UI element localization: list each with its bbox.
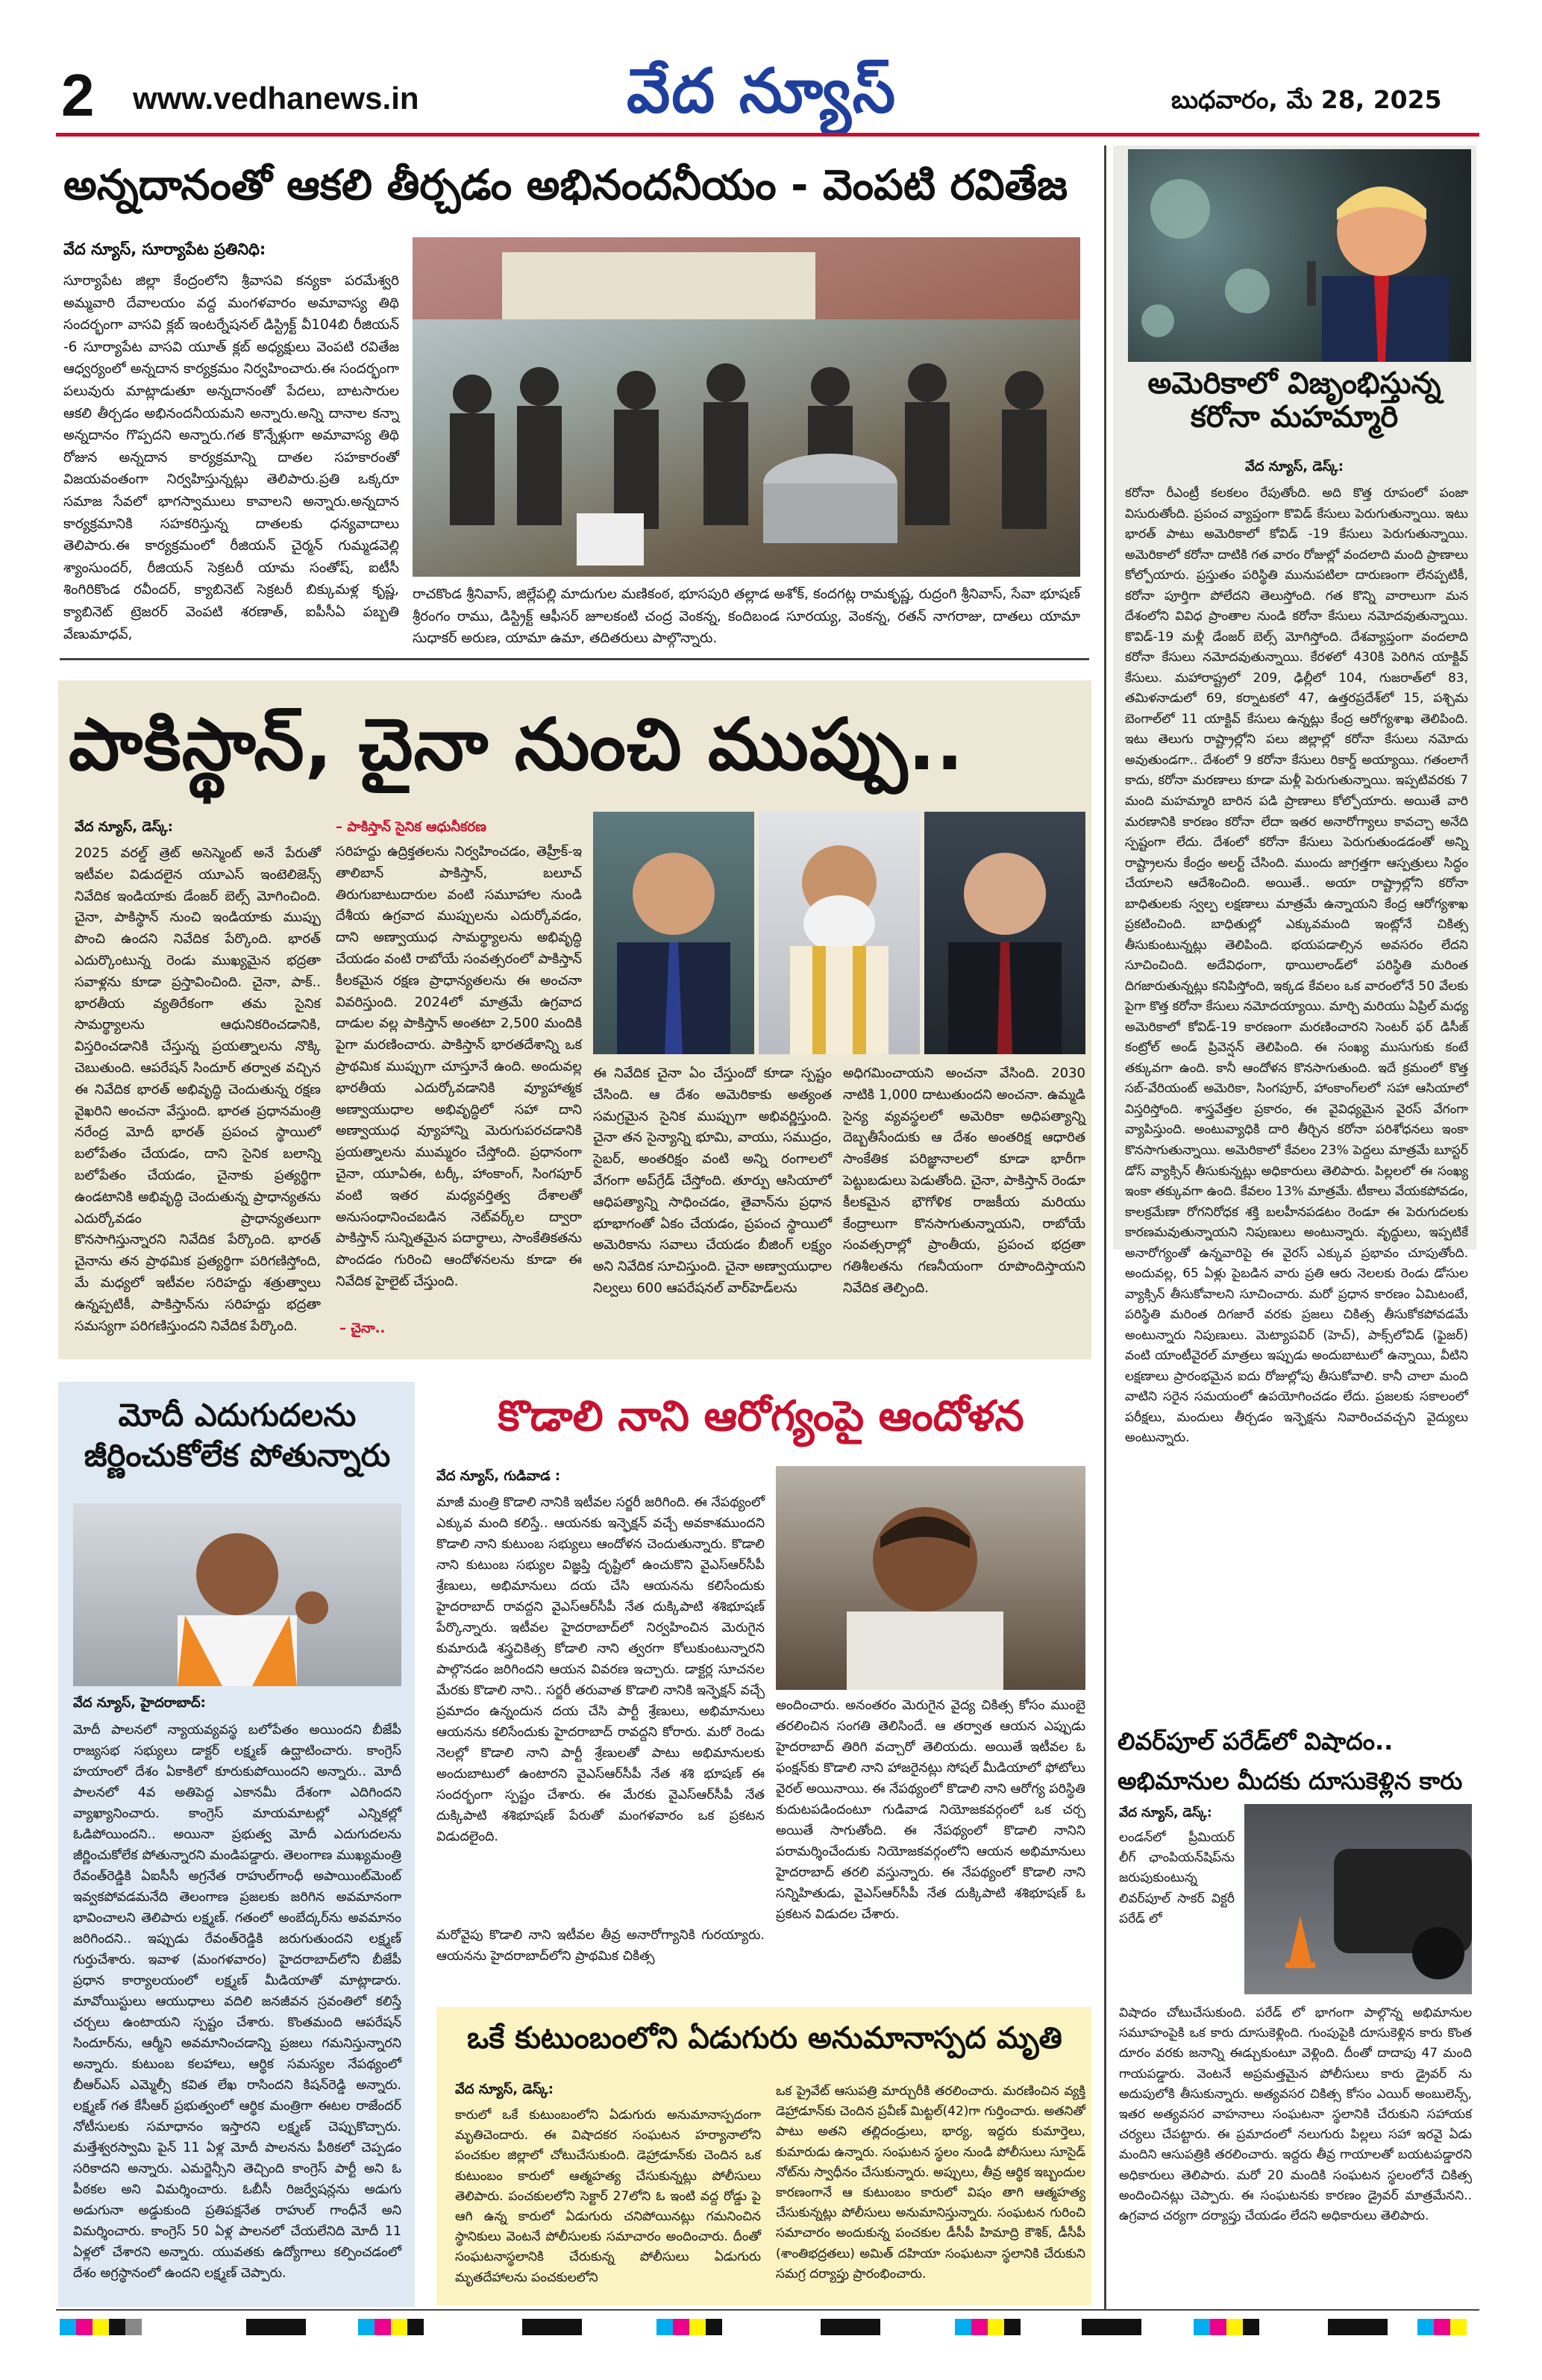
speaker-photo-icon [73, 1503, 401, 1686]
liverpool-body: విషాదం చోటుచేసుకుంది. పరేడ్ లో భాగంగా పాల్గొన్న అభిమానుల సమూహంపైకి ఒక కారు దూసుకెళ్లింది. గుంపుపైకి దూసుకెళ్లిన కారు కొంత దూరం వరకు జనాన్ని ఈడ్చుకుంటూ వెళ్లింది. దీంతో దాదాపు 47 మంది గాయపడ్డారు. వెంటనే అప్రమత్తమైన పోలీసులు కారు డ్రైవర్ ను అదుపులోకి తీసుకున్నారు. అత్యవసర చికిత్స కోసం ఎయిర్ అంబులెన్స్, ఇతర అత్యవసర వాహనాలు సంఘటనా స్థలానికి చేరుకుని సహాయక చర్యలు చేపట్టారు. ఈ ప్రమాదంలో నలుగురు పిల్లలు సహా ఇరవై ఏడు మందిని ఆసుపత్రికి తరలించారు. ఇద్దరు తీవ్ర గాయాలతో బయటపడ్డారని అధికారులు తెలిపారు. మరో 20 మందికి సంఘటన స్థలంలోనే చికిత్స అందించినట్లు చెప్పారు. ఈ సంఘటనకు కారణం డ్రైవర్ మాత్రమేనని.. ఉగ్రవాద చర్యగా దర్యాప్తు చేయడం లేదని అధికారులు తెలిపారు. [1119, 2005, 1472, 2223]
issue-date: బుధవారం, మే 28, 2025 [1171, 85, 1442, 114]
modi-headline: మోదీ ఎదుగుదలను జీర్ణించుకోలేక పోతున్నారు [84, 1397, 391, 1474]
modi-byline: వేద న్యూస్, హైదరాబాద్: [73, 1695, 206, 1711]
column-divider [1104, 145, 1106, 2309]
person-icon [926, 812, 1084, 1054]
corona-byline: వేద న్యూస్, డెస్క్: [1245, 459, 1344, 475]
leader-photo-2 [759, 812, 920, 1054]
annadanam-body: సూర్యాపేట జిల్లా కేంద్రంలోని శ్రీవాసవి కన్యకా పరమేశ్వరి అమ్మవారి దేవాలయం వద్ద మంగళవారం అమావాస్య తిథి సందర్భంగా వాసవి క్లబ్ ఇంటర్నేషనల్ డిస్ట్రిక్ట్ వీ104బి రీజియన్ -6 సూర్యాపేట వాసవి యూత్ క్లబ్ అధ్యక్షులు వెంపటి రవితేజ ఆధ్వర్యంలో అన్నదాన కార్యక్రమం నిర్వహించారు.ఈ సందర్భంగా పలువురు మాట్లాడుతూ అన్నదానంతో పేదలు, బాటసారుల ఆకలి తీర్చడం అభినందనీయమని అన్నారు.అన్ని దానాల కన్నా అన్నదానం గొప్పదని అన్నారు.గత కొన్నేళ్లుగా అమావాస్య తిథి రోజున అన్నదాన కార్యక్రమాన్ని దాతల సహకారంతో విజయవంతంగా నిర్వహిస్తున్నట్లు తెలిపారు.ప్రతి ఒక్కరూ సమాజ సేవలో భాగస్వాములు కావాలని అన్నారు.అన్నదాన కార్యక్రమానికి సహకరిస్తున్న దాతలకు ధన్యవాదాలు తెలిపారు.ఈ కార్యక్రమంలో రీజియన్ చైర్మన్ గుమ్మడవెల్లి శ్యాంసుందర్, రీజియన్ సెక్రటరీ యామ సంతోష్, ఐటీసీ శింగిరికొండ రవీందర్, క్యాబినెట్ సెక్రటరీ బిక్కుమళ్ల కృష్ణ, క్యాబినెట్ ట్రెజరర్ వెంపటి శరణాత్, ఐపీసీఏ పబ్బతి వేణుమాధవ్, [63, 273, 399, 642]
corona-headline: అమెరికాలో విజృంభిస్తున్న కరోనా మహమ్మారి [1147, 366, 1441, 434]
family-headline: ఒకే కుటుంబంలోని ఏడుగురు అనుమానాస్పద మృతి [467, 2021, 1062, 2055]
kodali-byline: వేద న్యూస్, గుడివాడ : [436, 1468, 561, 1484]
footer-rule [56, 2309, 1479, 2311]
masthead-logo: వేద న్యూస్ [627, 56, 897, 127]
family-col2: ఒక ప్రైవేట్ ఆసుపత్రి మార్చురీకి తరలించారు. మరణించిన వ్యక్తి డెహ్రాడూన్‌కు చెందిన ప్రవీణ్ మిట్టల్(42)గా గుర్తించారు. అతనితో పాటు అతని తల్లిదండ్రులు, భార్య, ఇద్దరు కుమార్తెలు, కుమారుడు ఉన్నారు. సంఘటన స్థలం నుండి పోలీసులు సూసైడ్ నోట్‌ను స్వాధీనం చేసుకున్నారు. అప్పులు, తీవ్ర ఆర్థిక ఇబ్బందుల కారణంగానే ఆ కుటుంబం కారులో విషం తాగి ఆత్మహత్య చేసుకున్నట్లు పోలీసులు అనుమానిస్తున్నారు. సంఘటన గురించి సమాచారం అందుకున్న పంచకుల డీసీపీ హిమాద్రి కౌశిక్, డీసీపీ (శాంతిభద్రతలు) అమిత్ దహియా సంఘటనా స్థలానికి చేరుకుని సమగ్ర దర్యాప్తు ప్రారంభించారు. [776, 2084, 1085, 2282]
pakistan-col2-end: – చైనా.. [339, 1321, 386, 1336]
person-photo-icon [776, 1466, 1085, 1690]
corona-photo [1128, 149, 1471, 362]
website-url[interactable]: www.vedhanews.in [133, 81, 419, 116]
family-byline: వేద న్యూస్, డెస్క్: [455, 2082, 554, 2097]
person-icon [595, 812, 753, 1054]
person-icon [760, 812, 918, 1054]
page-number: 2 [61, 62, 95, 128]
damaged-car-photo-icon [1244, 1804, 1472, 1994]
leader-photo-3 [924, 812, 1085, 1054]
annadanam-byline: వేద న్యూస్, సూర్యాపేట ప్రతినిధి: [63, 240, 266, 258]
kodali-body-2: మరోవైపు కొడాలి నాని ఇటీవల తీవ్ర అనారోగ్యానికి గురయ్యారు. ఆయనను హైదరాబాద్‌లోని ప్రాథమిక చికిత్స [436, 1928, 765, 1964]
liverpool-body-side: లండన్‌లో ప్రీమియర్ లీగ్ ఛాంపియన్‌షిప్‌ను జరుపుకుంటున్న లివర్‌పూల్ సాకర్ విక్టరీ పరేడ్ లో [1119, 1830, 1235, 1926]
pakistan-col1: 2025 వరల్డ్ త్రెట్ అసెస్మెంట్ అనే పేరుతో ఇటీవల విడుదలైన యూఎస్ ఇంటెలిజెన్స్ నివేదిక ఇండియాకు డేంజర్ బెల్స్ మోగించింది. చైనా, పాకిస్థాన్ నుంచి ఇండియాకు ముప్పు పొంచి ఉందని నివేదిక పేర్కొంది. భారత్ ఎదుర్కొంటున్న రెండు ముఖ్యమైన భద్రతా సవాళ్లను కూడా ప్రస్తావించింది. చైనా, పాక్.. భారతీయ వ్యతిరేకంగా తమ సైనిక సామర్థ్యాలను ఆధునికరించడానికి, విస్తరించడానికి చేస్తున్న ప్రయత్నాలను నొక్కి చెబుతుంది. ఆపరేషన్ సిందూర్ తర్వాత వచ్చిన ఈ నివేదిక భారత్ అభివృద్ధి చెందుతున్న రక్షణ వైఖరిని అంచనా వేస్తుంది. భారత ప్రధానమంత్రి నరేంద్ర మోదీ భారత్ ప్రపంచ స్థాయిలో బలోపేతం చేయడం, దాని సైనిక బలాన్ని బలోపేతం చేయడం, చైనాకు ప్రత్యర్థిగా ఉండటానికి అభివృద్ధి చెందుతున్న ప్రాధాన్యతను ఎదుర్కోవడం ప్రాధాన్యతలుగా కొనసాగిస్తున్నారని నివేదిక పేర్కొంది. భారత్ చైనాను తన ప్రాథమిక ప్రత్యర్థిగా పరిగణిస్తోంది, మే మధ్యలో ఇటీవల సరిహద్దు శత్రుత్వాలు ఉన్నప్పటికీ, పాకిస్తాన్‌ను సరిహద్దు భద్రతా సమస్యగా పరిగణిస్తుందని నివేదిక పేర్కొంది. [75, 845, 321, 1334]
annadanam-caption: రాచకొండ శ్రీనివాస్, జిల్లేపల్లి మాదుగుల మణికంఠ, భూసపురి తల్లాడ అశోక్, కందగట్ల రామకృష్ణ, రుద్రంగి శ్రీనివాస్, సేవా భూషణ్ శ్రీరంగం రాము, డిస్ట్రిక్ట్ ఆఫీసర్ జూలకంటి చంద్ర వెంకన్న, కందిబండ సూరయ్య, వెంకన్న, రతన్ నాగరాజు, దాతలు యామా సుధాకర్ అరుణ, యామా ఉమా, తదితరులు పాల్గొన్నారు. [413, 586, 1080, 647]
corona-body: కరోనా రీఎంట్రీ కలకలం రేపుతోంది. అది కొత్త రూపంలో పంజా విసురుతోంది. ప్రపంచ వ్యాప్తంగా కొవిడ్ కేసులు పెరుగుతున్నాయి. ఇటు భారత్ పాటు అమెరికాలో కోవిడ్ -19 కేసులు పెరుగుతున్నాయి. అమెరికాలో కరోనా దాటికి గత వారం రోజుల్లో వందలాది మంది ప్రాణాలు కోల్పోయారు. ప్రస్తుతం పరిస్థితి మునుపటిలా దారుణంగా లేనప్పటికీ, కరోనా పూర్తిగా పోలేదని తెలుస్తోంది. గత కొన్ని వారాలుగా మన దేశంలోని వివిధ ప్రాంతాల నుండి కరోనా కేసులు నమోదవుతున్నాయి. కొవిడ్-19 మళ్లీ డేంజర్ బెల్స్ మోగిస్తోంది. దేశవ్యాప్తంగా వందలాది కరోనా కేసులు నమోదవుతున్నాయి. కేరళలో 430కి పెరిగిన యాక్టివ్ కేసులు. మహారాష్ట్రలో 209, ఢిల్లీలో 104, గుజరాత్‌లో 83, తమిళనాడులో 69, కర్నాటకలో 47, ఉత్తరప్రదేశ్‌లో 15, పశ్చిమ బెంగాల్‌లో 11 యాక్టివ్ కేసులు ఉన్నట్లు కేంద్ర ఆరోగ్యశాఖ తెలిపింది. ఇటు తెలుగు రాష్ట్రాల్లోని పలు జిల్లాల్లో కరోనా కేసులు నమోదు అవుతుండగా.. దేశంలో 9 కరోనా కేసులు రికార్డ్ అయ్యాయి. గతంలాగే కాదు, కరోనా మరణాలు కూడా మళ్లీ పెరుగుతున్నాయి. ఇప్పటివరకు 7 మంది మహమ్మారి బారిన పడి ప్రాణాలు కోల్పోయారు. అయితే వారి మరణానికి కారణం కరోనా లేదా ఇతర అనారోగ్యాలు కావచ్చా అనేది స్పష్టంగా లేదు. దేశంలో కరోనా కేసులు పెరుగుతుండడంతో అన్ని రాష్ట్రాలను కేంద్రం అలర్ట్ చేసింది. ముందు జాగ్రత్తగా ఆస్పత్రులు సిద్ధం చేయాలని ఆదేశించింది. అయితే.. అయా రాష్ట్రాల్లోని కరోనా బాధితులకు స్వల్ప లక్షణాలు మాత్రమే ఉన్నాయని కేంద్ర ఆరోగ్యశాఖ ప్రకటించింది. బాధితుల్లో ఎక్కువమంది ఇంట్లోనే చికిత్స తీసుకుంటున్నట్లు తెలిపింది. భయపడాల్సిన అవసరం లేదని సూచించింది. అదేవిధంగా, థాయిలాండ్‌లో పరిస్థితి మరింత దిగజారుతున్నట్లు కనిపిస్తోంది, ఇక్కడ కేవలం ఒక వారంలోనే 50 వేలకు పైగా కొత్త కరోనా కేసులు నమోదయ్యాయి. మార్చి మరియు ఏప్రిల్ మధ్య అమెరికాలో కోవిడ్-19 కారణంగా మరణించారని సెంటర్ ఫర్ డిసీజ్ కంట్రోల్ అండ్ ప్రివెన్షన్ తెలిపింది. ఈ సంఖ్య ముసుగుకు కంటే తక్కువగా ఉంది. కానీ ఆందోళన కొనసాగుతుంది. ఇదే క్రమంలో కొత్త సబ్-వేరియంట్ అమెరికా, సింగపూర్, హాంకాంగ్‌లలో సహా ఆసియాలో విస్తరిస్తోంది. శాస్త్రవేత్తల ప్రకారం, ఈ వైవిధ్యమైన వైరస్ వేగంగా వ్యాపిస్తుంది. అంటువ్యాధికి దారి తీర్చిన కరోనా పరిశోధనలు ఇంకా కొనసాగుతున్నాయి. అమెరికాలో కేవలం 23% పెద్దలు మాత్రమే బూస్టర్ డోస్ వ్యాక్సిన్ తీసుకున్నట్లు అధికారులు తెలిపారు. పిల్లలలో ఈ సంఖ్య ఇంకా తక్కువగా ఉంది. కేవలం 13% మాత్రమే. టీకాలు వేయకపోవడం, కాలక్రమేణా రోగనిరోధక శక్తి బలహీనపడటం రెండూ ఈ పెరుగుదలకు కారణమవుతున్నాయని నిపుణులు అంటున్నారు. వృద్ధులు, ఇప్పటికే అనారోగ్యంతో ఉన్నవారిపై ఈ వైరస్ ఎక్కువ ప్రభావం చూపుతోంది. అందువల్ల, 65 ఏళ్లు పైబడిన వారు ప్రతి ఆరు నెలలకు రెండు డోసుల వ్యాక్సిన్ తీసుకోవాలని సూచించారు. మరో ప్రధాన కారణం ఏమిటంటే, పరిస్థితి మరింత దిగజారే వరకు ప్రజలు చికిత్స తీసుకోకపోవడమే అంటున్నారు నిపుణులు. మెట్యాపవిర్ (హెచ్), పాక్స్‌లోవిడ్ (ఫైజర్) వంటి యాంటీవైరల్ మాత్రలు ఇప్పుడు అందుబాటులో ఉన్నాయి, వీటిని లక్షణాలు ప్రారంభమైన ఐదు రోజుల్లోపు తీసుకోవాలి. కానీ చాలా మంది వాటిని సరైన సమయంలో ఉపయోగించడం లేదు. ప్రజలకు సకాలంలో పరీక్షలు, మందులు తీర్చడం ఇన్ఫెక్షను నివారించవచ్చని వైద్యులు అంటున్నారు. [1125, 486, 1468, 1446]
kodali-body: మాజీ మంత్రి కొడాలి నానికి ఇటీవల సర్జరీ జరిగింది. ఈ నేపథ్యంలో ఎక్కువ మంది కలిస్తే.. ఆయనకు ఇన్ఫెక్షన్ వచ్చే అవకాశముందని కొడాలి నాని కుటుంబ సభ్యులు ఆందోళన చెందుతున్నారు. కొడాలి నాని కుటుంబ సభ్యుల విజ్ఞప్తి దృష్టిలో ఉంచుకొని వైఎస్ఆర్‌సీపీ శ్రేణులు, అభిమానులు దయ చేసి ఆయనను కలిసేందుకు హైదరాబాద్ రావద్దని వైఎస్ఆర్‌సీపీ నేత దుక్కిపాటి శశిభూషణ్ పేర్కొన్నారు. ఇటీవల హైదరాబాద్‌లో నిర్వహించిన మెరుగైన కుమారుడి శస్త్రచికిత్స కోడాలి నాని త్వరగా కోలుకుంటున్నారని పాల్గొనడం జరిగిందని ఆయన వివరణ ఇచ్చారు. డాక్టర్ల సూచనల మేరకు కొడాలి నాని.. సర్జరీ తరువాత కొడాలి నానికి ఇన్ఫెక్షన్ వచ్చే ప్రమాదం ఉన్నందున దయ చేసి పార్టీ శ్రేణులు, అభిమానులు ఆయనను కలిసేందుకు హైదరాబాద్ రావద్దని కోరారు. మరో రెండు నెలల్లో కొడాలి నాని పార్టీ శ్రేణులతో పాటు అభిమానులకు అందుబాటులో ఉంటారని వైఎస్ఆర్‌సీపీ నేత శశి భూషణ్ ఈ సందర్భంగా స్పష్టం చేశారు. ఈ మేరకు వైఎస్ఆర్‌సీపీ నేత దుక్కిపాటి శశిభూషణ్ పేరుతో మంగళవారం ఒక ప్రకటన విడుదలైంది. [436, 1495, 765, 1844]
header-rule [56, 133, 1479, 137]
kodali-headline: కొడాలి నాని ఆరోగ్యంపై ఆందోళన [498, 1392, 1024, 1441]
virus-and-speaker-photo-icon [1128, 149, 1471, 362]
kodali-body-3: అందించారు. అనంతరం మెరుగైన వైద్య చికిత్స కోసం ముంబై తరలించిన సంగతి తెలిసిందే. ఆ తర్వాత ఆయన ఎప్పుడు హైదరాబాద్ తిరిగి వచ్చారో తెలియదు. అయితే ఇటీవల ఓ ఫంక్షన్‌కు కొడాలి నాని హాజరైనట్లు సోషల్ మీడియాలో ఫోటోలు వైరల్ అయినాయి. ఈ నేపథ్యంలో కొడాలి నాని ఆరోగ్య పరిస్థితి కుదుటపడిందంటూ గుడివాడ నియోజకవర్గంలో ఒక చర్చ అయితే సాగుతోంది. ఈ నేపథ్యంలో కొడాలి నానిని పరామర్శించేందుకు నియోజకవర్గంలోని ఆయన అభిమానులు హైదరాబాద్ తరలి వస్తున్నారు. ఈ నేపథ్యంలో కొడాలి నాని సన్నిహితుడు, వైఎస్ఆర్‌సీపీ నేత దుక్కిపాటి శశిభూషణ్ ఓ ప్రకటన విడుదల చేశారు. [776, 1698, 1085, 1922]
leader-photo-1 [593, 812, 754, 1054]
liverpool-byline: వేద న్యూస్, డెస్క్: [1119, 1806, 1212, 1820]
divider [60, 658, 1089, 660]
pakistan-col2: సరిహద్దు ఉద్రిక్తతలను నిర్వహించడం, తెహ్రీక్-ఇ తాలిబాన్ పాకిస్తాన్, బలూచ్ తిరుగుబాటుదారుల వంటి సమూహాల నుండి దేశీయ ఉగ్రవాద ముప్పులను ఎదుర్కోవడం, దాని అణ్వాయుధ సామర్థ్యాలను అభివృద్ధి చేయడం వంటి రాబోయే సంవత్సరంలో పాకిస్తాన్ కీలకమైన రక్షణ ప్రాధాన్యతలను ఈ అంచనా వివరిస్తుంది. 2024లో మాత్రమే ఉగ్రవాద దాడుల వల్ల పాకిస్తాన్ అంతటా 2,500 మందికి పైగా మరణించారు. పాకిస్తాన్ భారతదేశాన్ని ఒక ప్రాథమిక ముప్పుగా చూస్తూనే ఉంది. అందువల్ల భారతీయ ఎదుర్కోవడానికి వ్యూహాత్మక అణ్వాయుధాల అభివృద్ధిలో సహా దాని అణ్వాయుధ వ్యూహాన్ని మెరుగుపరచడానికి ప్రయత్నాలను ముమ్మరం చేస్తోంది. ప్రధానంగా చైనా, యూఏఈ, టర్కీ, హాంకాంగ్, సింగపూర్ వంటి ఇతర మధ్యవర్తిత్వ దేశాలతో అనుసంధానించబడిన నెట్‌వర్క్‌ల ద్వారా పాకిస్తాన్ సున్నితమైన పదార్థాలు, సాంకేతికతను పొందడం గురించి ఆందోళనలను కూడా ఈ నివేదిక హైలైట్ చేస్తుంది. [336, 844, 582, 1289]
leaders-photo-strip [593, 812, 1085, 1054]
pakistan-subhead: – పాకిస్తాన్ సైనిక ఆధునీకరణ [336, 819, 486, 835]
kodali-photo [776, 1466, 1085, 1690]
family-col1: కారులో ఒకే కుటుంబంలోని ఏడుగురు అనుమానాస్పదంగా మృతిచెందారు. ఈ విషాదకర సంఘటన హర్యానాలోని పంచకుల జిల్లాలో చోటుచేసుకుంది. డెహ్రాడూన్‌కు చెందిన ఒక కుటుంబం కారులో ఆత్మహత్య చేసుకున్నట్లు పోలీసులు తెలిపారు. పంచకులలోని సెక్టార్ 27లోని ఓ ఇంటి వద్ద రోడ్డు పై ఆగి ఉన్న కారులో ఏడుగురు చనిపోయినట్లు గమనించిన స్థానికులు వెంటనే పోలీసులకు సమాచారం అందించారు. దీంతో సంఘటనాస్థలానికి చేరుకున్న పోలీసులు ఏడుగురు మృతదేహాలను పంచకులలోని [455, 2108, 761, 2285]
liverpool-photo [1244, 1804, 1472, 1994]
pakistan-byline: వేద న్యూస్, డెస్క్: [75, 819, 173, 835]
liverpool-headline: లివర్‌పూల్ పరేడ్‌లో విషాదం.. అభిమానుల మీదకు దూసుకెళ్లిన కారు [1118, 1727, 1463, 1795]
modi-body: మోదీ పాలనలో న్యాయవ్యవస్థ బలోపేతం అయిందని బీజేపీ రాజ్యసభ సభ్యులు డాక్టర్ లక్ష్మణ్ ఉద్ఘాటించారు. కాంగ్రెస్ హయాంలో దేశం ఏకాకిలో కూరుకుపోయిందని అన్నారు.. మోదీ పాలనలో 4వ అతిపెద్ద ఎకానమీ దేశంగా ఎదిగిందని వ్యాఖ్యానించారు. కాంగ్రెస్ మాయమాటల్లో ఎన్నికల్లో ఓడిపోయిందని.. అయినా ప్రభుత్వ మోదీ ఎదుగుదలను జీర్ణించుకోలేక పోతున్నారని మండిపడ్డారు. తెలంగాణ ముఖ్యమంత్రి రేవంత్‌రెడ్డికి ఏఐసీసీ అగ్రనేత రాహుల్‌గాంధీ అపాయింట్‌మెంట్ ఇవ్వకపోవడమనేది తెలంగాణ ప్రజలకు జరిగిన అవమానంగా భావించాలని తెలిపారు లక్ష్మణ్. గతంలో అంబేద్కర్‌ను అవమానం జరిగిందని.. ఇప్పుడు రేవంత్‌రెడ్డికి జరుగుతుందని లక్ష్మణ్ గుర్తుచేశారు. ఇవాళ (మంగళవారం) హైదరాబాద్‌లోని బీజేపీ ప్రధాన కార్యాలయంలో లక్ష్మణ్ మీడియాతో మాట్లాడారు. మావోయిస్టులు ఆయుధాలు వదిలి జనజీవన స్రవంతిలో కలిస్తే చర్చలు ఉంటాయని స్పష్టం చేశారు. కొంతమంది ఆపరేషన్ సిందూర్‌ను, ఆర్మీని అవమానించడాన్ని ప్రజలు గమనిస్తున్నారని అన్నారు. కుటుంబ కలహాలు, ఆర్థిక సమస్యల నేపథ్యంలో బీఆర్ఎస్ ఎమ్మెల్సీ కవిత లేఖ రాసిందని కిషన్‌రెడ్డి అన్నారు. లక్ష్మణ్ గత కేసీఆర్ ప్రభుత్వంలో ఆర్థిక మంత్రిగా ఈటల రాజేందర్ నోటీసులకు సమాధానం ఇస్తారని లక్ష్మణ్ చెప్పుకొచ్చారు. మత్తేశ్వరస్వామి పైన్ 11 ఏళ్ల మోదీ పాలనను పీఠికలో చెప్పడం సరికాదని అన్నారు. ఎమర్జెన్సీని తెచ్చింది కాంగ్రెస్ పార్టీ అని ఓ పీఠకల అని విమర్శించారు. ఓబీసీ రిజర్వేషన్లను అడుగు అడుగునా అడ్డుకుంది ప్రతిపక్షనేత రాహుల్ గాంధీనే అని విమర్శించారు. కాంగ్రెస్ 50 ఏళ్ల పాలనలో చేయలేనిది మోదీ 11 ఏళ్లలో చేశారని అన్నారు. యువతకు ఉద్యోగాలు కల్పించడంలో దేశం అగ్రస్థానంలో ఉందని లక్ష్మణ్ చెప్పారు. [73, 1723, 401, 2281]
pakistan-col4: అధిగమించాయని అంచనా వేసింది. 2030 నాటికి 1,000 దాటుతుందని అంచనా. ఉమ్మడి సైన్య వ్యవస్థలలో అమెరికా అధిపత్యాన్ని దెబ్బతీసేందుకు ఆ దేశం అంతరిక్ష ఆధారిత సాంకేతిక పరిజ్ఞానాలలో కూడా భారీగా పెట్టుబడులు పెడుతోంది. చైనా, పాకిస్తాన్ రెండూ కీలకమైన భౌగోళిక రాజకీయ మరియు కేంద్రాలుగా కొనసాగుతున్నాయని, రాబోయే సంవత్సరాల్లో ప్రాంతీయ, ప్రపంచ భద్రతా గతిశీలతను గణనీయంగా రూపొందిస్తాయని నివేదిక తెల్పింది. [843, 1065, 1085, 1296]
food-distribution-photo-icon [413, 237, 1080, 577]
annadanam-photo [413, 237, 1080, 577]
pakistan-headline: పాకిస్థాన్, చైనా నుంచి ముప్పు.. [69, 703, 965, 786]
pakistan-col3: ఈ నివేదిక చైనా ఏం చేస్తుందో కూడా స్పష్టం చేసింది. ఆ దేశం అమెరికాకు అత్యంత సమగ్రమైన సైనిక ముప్పుగా అభివర్ణిస్తుంది. చైనా తన సైన్యాన్ని భూమి, వాయు, సముద్రం, సైబర్, అంతరిక్షం వంటి అన్ని రంగాలలో వేగంగా అప్‌గ్రేడ్ చేస్తోంది. తూర్పు ఆసియాలో ఆధిపత్యాన్ని సాధించడం, తైవాన్‌ను ప్రధాన భూభాగంతో ఏకం చేయడం, ప్రపంచ స్థాయిలో అమెరికాను సవాలు చేయడం బీజింగ్ లక్ష్యం అని నివేదిక సూచిస్తుంది. చైనా అణ్వాయుధాల నిల్వలు 600 ఆపరేషనల్ వార్‌హెడ్‌లను [593, 1065, 832, 1296]
annadanam-headline: అన్నదానంతో ఆకలి తీర్చడం అభినందనీయం - వెంపటి రవితేజ [63, 161, 1068, 210]
modi-photo [73, 1503, 401, 1686]
